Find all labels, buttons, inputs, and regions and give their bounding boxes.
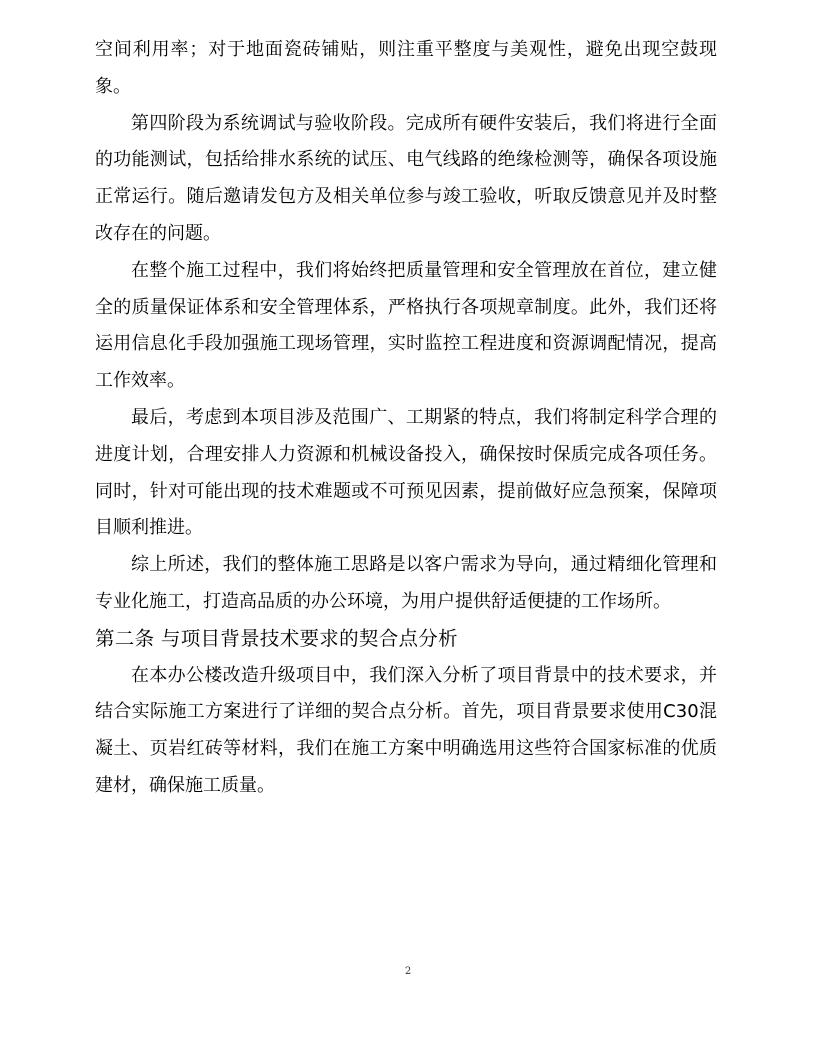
paragraph-technical-requirements: 在本办公楼改造升级项目中，我们深入分析了项目背景中的技术要求，并结合实际施工方案进行了详细的契合点分析。首先，项目背景要求使用C30混凝土、页岩红砖等材料，我们在施工方案中明确选用这些符合国家标准的优质建材，确保施工质量。 — [95, 664, 717, 796]
paragraph-continuation: 空间利用率；对于地面瓷砖铺贴，则注重平整度与美观性，避免出现空鼓现象。 — [95, 39, 717, 97]
page-number: 2 — [404, 966, 412, 977]
paragraph-summary: 综上所述，我们的整体施工思路是以客户需求为导向，通过精细化管理和专业化施工，打造高品质的办公环境，为用户提供舒适便捷的工作场所。 — [95, 554, 717, 612]
paragraph-stage-four: 第四阶段为系统调试与验收阶段。完成所有硬件安装后，我们将进行全面的功能测试，包括给排水系统的试压、电气线路的绝缘检测等，确保各项设施正常运行。随后邀请发包方及相关单位参与竣工验收，听取反馈意见并及时整改存在的问题。 — [95, 112, 717, 244]
paragraph-quality-safety: 在整个施工过程中，我们将始终把质量管理和安全管理放在首位，建立健全的质量保证体系和安全管理体系，严格执行各项规章制度。此外，我们还将运用信息化手段加强施工现场管理，实时监控工程进度和资源调配情况，提高工作效率。 — [95, 259, 717, 392]
paragraph-schedule: 最后，考虑到本项目涉及范围广、工期紧的特点，我们将制定科学合理的进度计划，合理安排人力资源和机械设备投入，确保按时保质完成各项任务。同时，针对可能出现的技术难题或不可预见因素，提前做好应急预案，保障项目顺利推进。 — [95, 406, 717, 539]
document-page — [95, 32, 717, 805]
section-heading: 第二条 与项目背景技术要求的契合点分析 — [95, 626, 458, 650]
